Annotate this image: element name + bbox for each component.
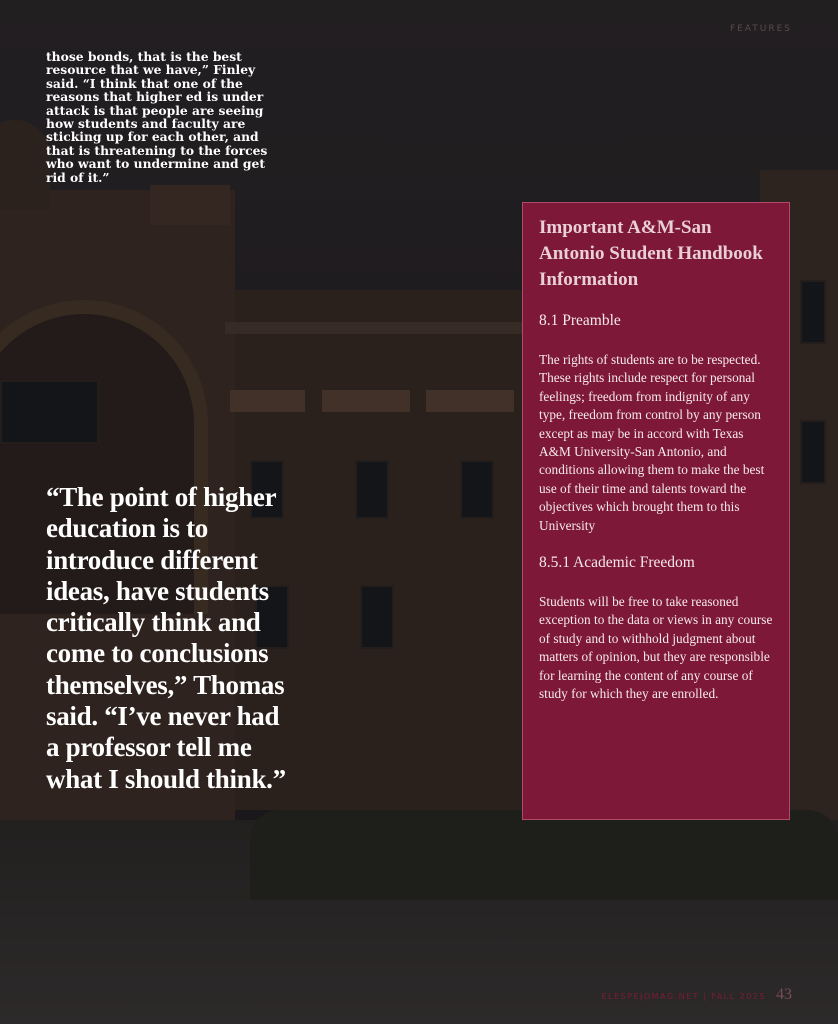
page-footer xyxy=(601,986,792,1004)
footer-site-issue: ELESPEJOMAG.NET | FALL 2025 xyxy=(601,992,766,1001)
sidebar-title: Important A&M-San Antonio Student Handbook Information xyxy=(539,217,763,290)
article-body-text: those bonds, that is the best resource that we have,” Finley said. “I think that one of the reasons that higher ed is under attack is that people are seeing how students and faculty are sticking up for each other, and that is threatening to the forces who want to undermine and get rid of it.” xyxy=(46,49,268,185)
sidebar-section-heading: 8.5.1 Academic Freedom xyxy=(539,554,695,572)
sidebar-section-body: The rights of students are to be respected. These rights include respect for personal feelings; freedom from indignity of any type, freedom from control by any person except as may be in accord with Texas A&M University-San Antonio, and conditions allowing them to make the best use of their time and talents toward the objectives which brought them to this University xyxy=(539,352,765,533)
sidebar-section-heading: 8.1 Preamble xyxy=(539,312,621,329)
pull-quote: “The point of higher education is to introduce different ideas, have students critically think and come to conclusions themselves,” Thomas said. “I’ve never had a professor tell me what I should think.” xyxy=(46,482,286,794)
section-label: FEATURES xyxy=(729,24,792,34)
handbook-sidebar xyxy=(522,202,790,820)
sidebar-section-body: Students will be free to take reasoned exception to the data or views in any course of study and to withhold judgment about matters of opinion, but they are responsible for learning the content of any course of study for which they are enrolled. xyxy=(539,594,773,702)
page-number: 43 xyxy=(776,986,792,1003)
